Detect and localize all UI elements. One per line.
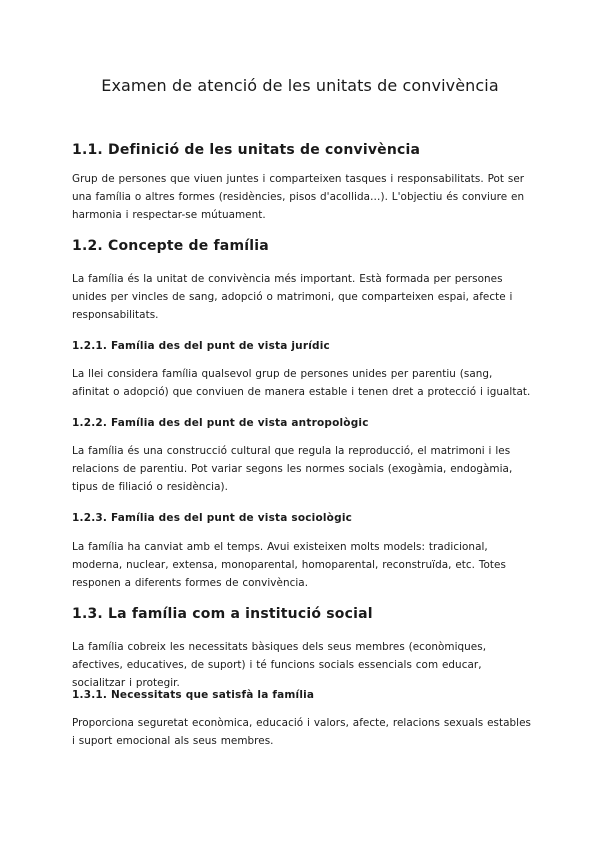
- subsection-paragraph-1-2-2: La família és una construcció cultural que regula la reproducció, el matrimoni i les relacions de parentiu. Pot variar segons les normes socials (exogàmia, endogàmia, tipus de filiació o residència).: [72, 445, 513, 493]
- section-paragraph-1-2: La família és la unitat de convivència més important. Està formada per persones unides per vincles de sang, adopció o matrimoni, que comparteixen espai, afecte i responsabilitats.: [72, 273, 513, 321]
- subsection-heading-1-2-2: 1.2.2. Família des del punt de vista antropològic: [72, 417, 369, 429]
- subsection-paragraph-1-2-3: La família ha canviat amb el temps. Avui existeixen molts models: tradicional, moderna, nuclear, extensa, monoparental, homoparental, reconstruïda, etc. Totes responen a diferents formes de convivència.: [72, 541, 506, 589]
- section-heading-1-2: 1.2. Concepte de família: [72, 238, 269, 254]
- document-title: Examen de atenció de les unitats de convivència: [101, 76, 499, 95]
- section-heading-1-3: 1.3. La família com a institució social: [72, 606, 373, 622]
- subsection-paragraph-1-3-1: Proporciona seguretat econòmica, educació i valors, afecte, relacions sexuals estables i suport emocional als seus membres.: [72, 717, 532, 747]
- section-paragraph-1-3: La família cobreix les necessitats bàsiques dels seus membres (econòmiques, afectives, educatives, de suport) i té funcions socials essencials com educar, socialitzar i protegir.: [72, 641, 487, 689]
- section-heading-1-1: 1.1. Definició de les unitats de convivència: [72, 142, 421, 158]
- subsection-heading-1-2-3: 1.2.3. Família des del punt de vista sociològic: [72, 512, 353, 524]
- subsection-heading-1-2-1: 1.2.1. Família des del punt de vista jurídic: [72, 340, 330, 352]
- subsection-heading-1-3-1: 1.3.1. Necessitats que satisfà la família: [72, 689, 315, 701]
- subsection-paragraph-1-2-1: La llei considera família qualsevol grup de persones unides per parentiu (sang, afinitat o adopció) que conviuen de manera estable i tenen dret a protecció i igualtat.: [72, 368, 531, 398]
- section-paragraph-1-1: Grup de persones que viuen juntes i comparteixen tasques i responsabilitats. Pot ser una família o altres formes (residències, pisos d'acollida…). L'objectiu és conviure en harmonia i respectar-se mútuament.: [72, 173, 525, 221]
